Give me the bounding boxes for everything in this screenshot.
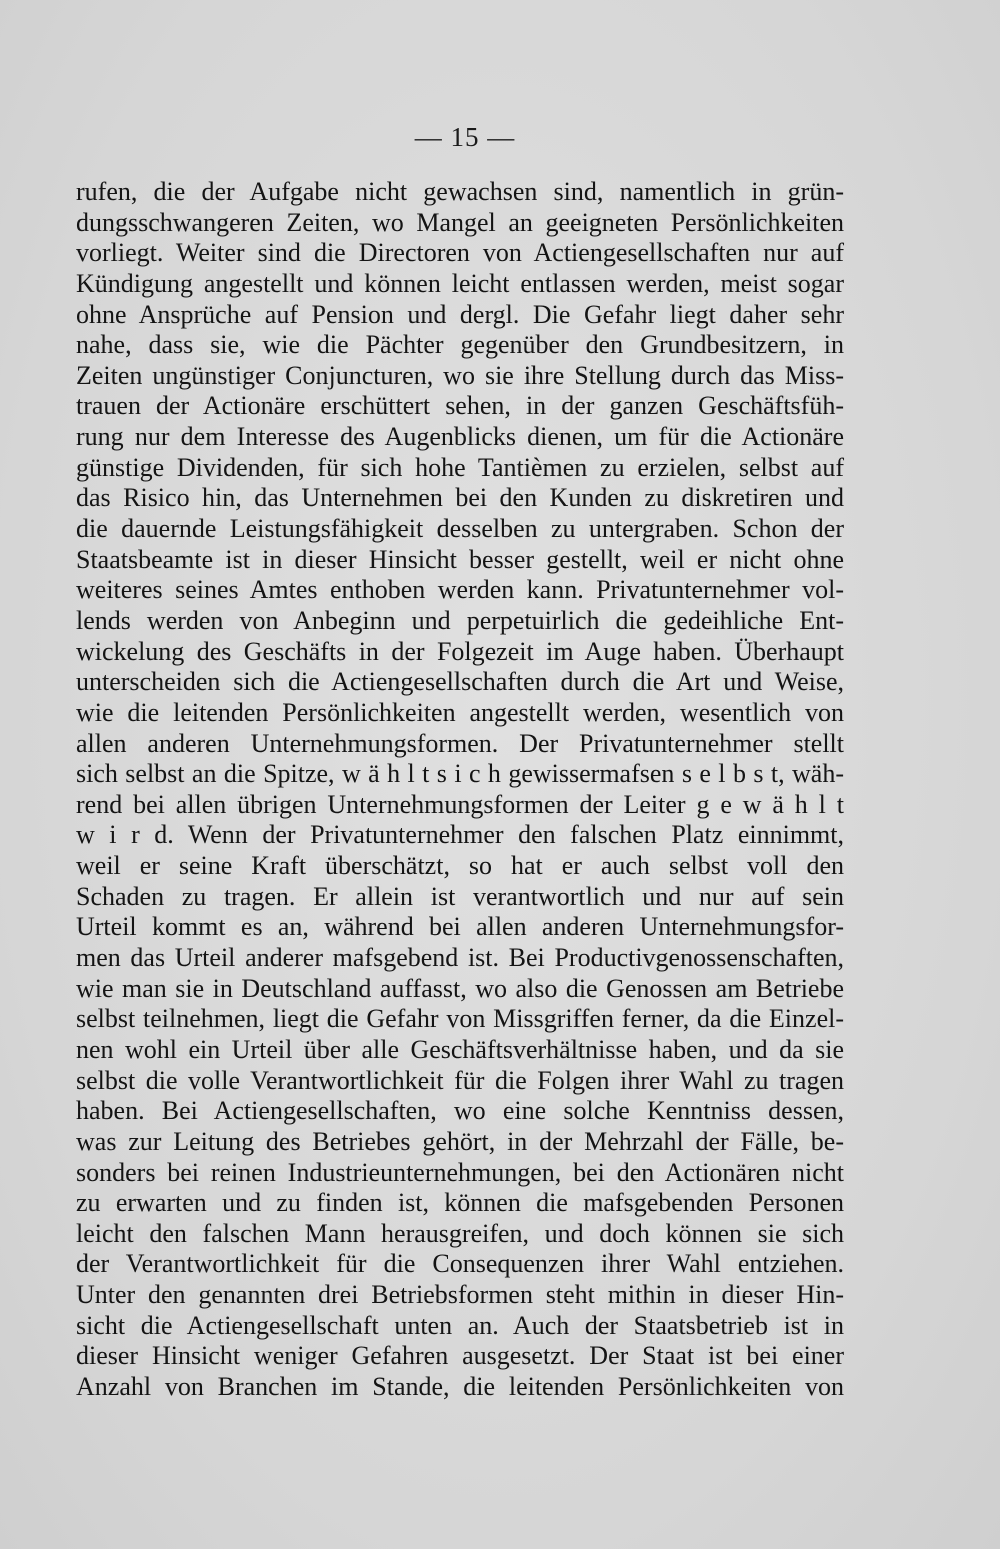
text-line: unterscheiden sich die Actiengesellschaften durch die Art und Weise,	[76, 667, 844, 697]
text-line: wickelung des Geschäfts in der Folgezeit im Auge haben. Überhaupt	[76, 636, 844, 666]
text-line: rend bei allen übrigen Unternehmungsformen der Leiter g e w ä h l t	[76, 789, 844, 819]
text-line: günstige Dividenden, für sich hohe Tantièmen zu erzielen, selbst auf	[76, 452, 844, 482]
text-line: wie man sie in Deutschland auffasst, wo also die Genossen am Betriebe	[76, 973, 844, 1003]
text-line: haben. Bei Actiengesellschaften, wo eine solche Kenntniss dessen,	[76, 1096, 844, 1126]
text-line: Schaden zu tragen. Er allein ist verantwortlich und nur auf sein	[76, 881, 844, 911]
text-line: wie die leitenden Persönlichkeiten angestellt werden, wesentlich von	[76, 697, 844, 727]
text-line: zu erwarten und zu finden ist, können die mafsgebenden Personen	[76, 1188, 844, 1218]
text-line: Kündigung angestellt und können leicht entlassen werden, meist sogar	[76, 268, 844, 298]
text-line: nen wohl ein Urteil über alle Geschäftsverhältnisse haben, und da sie	[76, 1034, 844, 1064]
text-line: leicht den falschen Mann herausgreifen, und doch können sie sich	[76, 1218, 844, 1248]
text-line: weiteres seines Amtes enthoben werden kann. Privatunternehmer vol-	[76, 575, 844, 605]
text-line: ohne Ansprüche auf Pension und dergl. Die Gefahr liegt daher sehr	[76, 299, 844, 329]
text-line: die dauernde Leistungsfähigkeit desselben zu untergraben. Schon der	[76, 514, 844, 544]
text-line: lends werden von Anbeginn und perpetuirlich die gedeihliche Ent-	[76, 605, 844, 635]
text-line: sonders bei reinen Industrieunternehmungen, bei den Actionären nicht	[76, 1157, 844, 1187]
text-line: Staatsbeamte ist in dieser Hinsicht besser gestellt, weil er nicht ohne	[76, 544, 844, 574]
text-line: der Verantwortlichkeit für die Consequenzen ihrer Wahl entziehen.	[76, 1249, 844, 1279]
text-line: Zeiten ungünstiger Conjuncturen, wo sie ihre Stellung durch das Miss-	[76, 360, 844, 390]
text-line: vorliegt. Weiter sind die Directoren von Actiengesellschaften nur auf	[76, 238, 844, 268]
text-line: dieser Hinsicht weniger Gefahren ausgesetzt. Der Staat ist bei einer	[76, 1341, 844, 1371]
text-line: w i r d. Wenn der Privatunternehmer den falschen Platz einnimmt,	[76, 820, 844, 850]
text-line: Urteil kommt es an, während bei allen anderen Unternehmungsfor-	[76, 912, 844, 942]
text-line: trauen der Actionäre erschüttert sehen, in der ganzen Geschäftsfüh-	[76, 391, 844, 421]
text-line: rung nur dem Interesse des Augenblicks dienen, um für die Actionäre	[76, 422, 844, 452]
text-line: men das Urteil anderer mafsgebend ist. Bei Productivgenossenschaften,	[76, 943, 844, 973]
text-line: sicht die Actiengesellschaft unten an. Auch der Staatsbetrieb ist in	[76, 1310, 844, 1340]
body-text	[76, 177, 844, 1403]
text-line: allen anderen Unternehmungsformen. Der Privatunternehmer stellt	[76, 728, 844, 758]
text-line: selbst teilnehmen, liegt die Gefahr von Missgriffen ferner, da die Einzel-	[76, 1004, 844, 1034]
text-line: dungsschwangeren Zeiten, wo Mangel an geeigneten Persönlichkeiten	[76, 207, 844, 237]
text-line: Unter den genannten drei Betriebsformen steht mithin in dieser Hin-	[76, 1280, 844, 1310]
text-line: rufen, die der Aufgabe nicht gewachsen sind, namentlich in grün-	[76, 177, 844, 206]
text-line: was zur Leitung des Betriebes gehört, in der Mehrzahl der Fälle, be-	[76, 1126, 844, 1156]
text-line: selbst die volle Verantwortlichkeit für die Folgen ihrer Wahl zu tragen	[76, 1065, 844, 1095]
text-line: Anzahl von Branchen im Stande, die leitenden Persönlichkeiten von	[76, 1371, 844, 1401]
text-line: nahe, dass sie, wie die Pächter gegenüber den Grundbesitzern, in	[76, 330, 844, 360]
text-line: sich selbst an die Spitze, w ä h l t s i c h gewissermafsen s e l b s t, wäh-	[76, 759, 844, 789]
text-line: das Risico hin, das Unternehmen bei den Kunden zu diskretiren und	[76, 483, 844, 513]
page-number: — 15 —	[414, 122, 516, 152]
text-line: weil er seine Kraft überschätzt, so hat er auch selbst voll den	[76, 851, 844, 881]
